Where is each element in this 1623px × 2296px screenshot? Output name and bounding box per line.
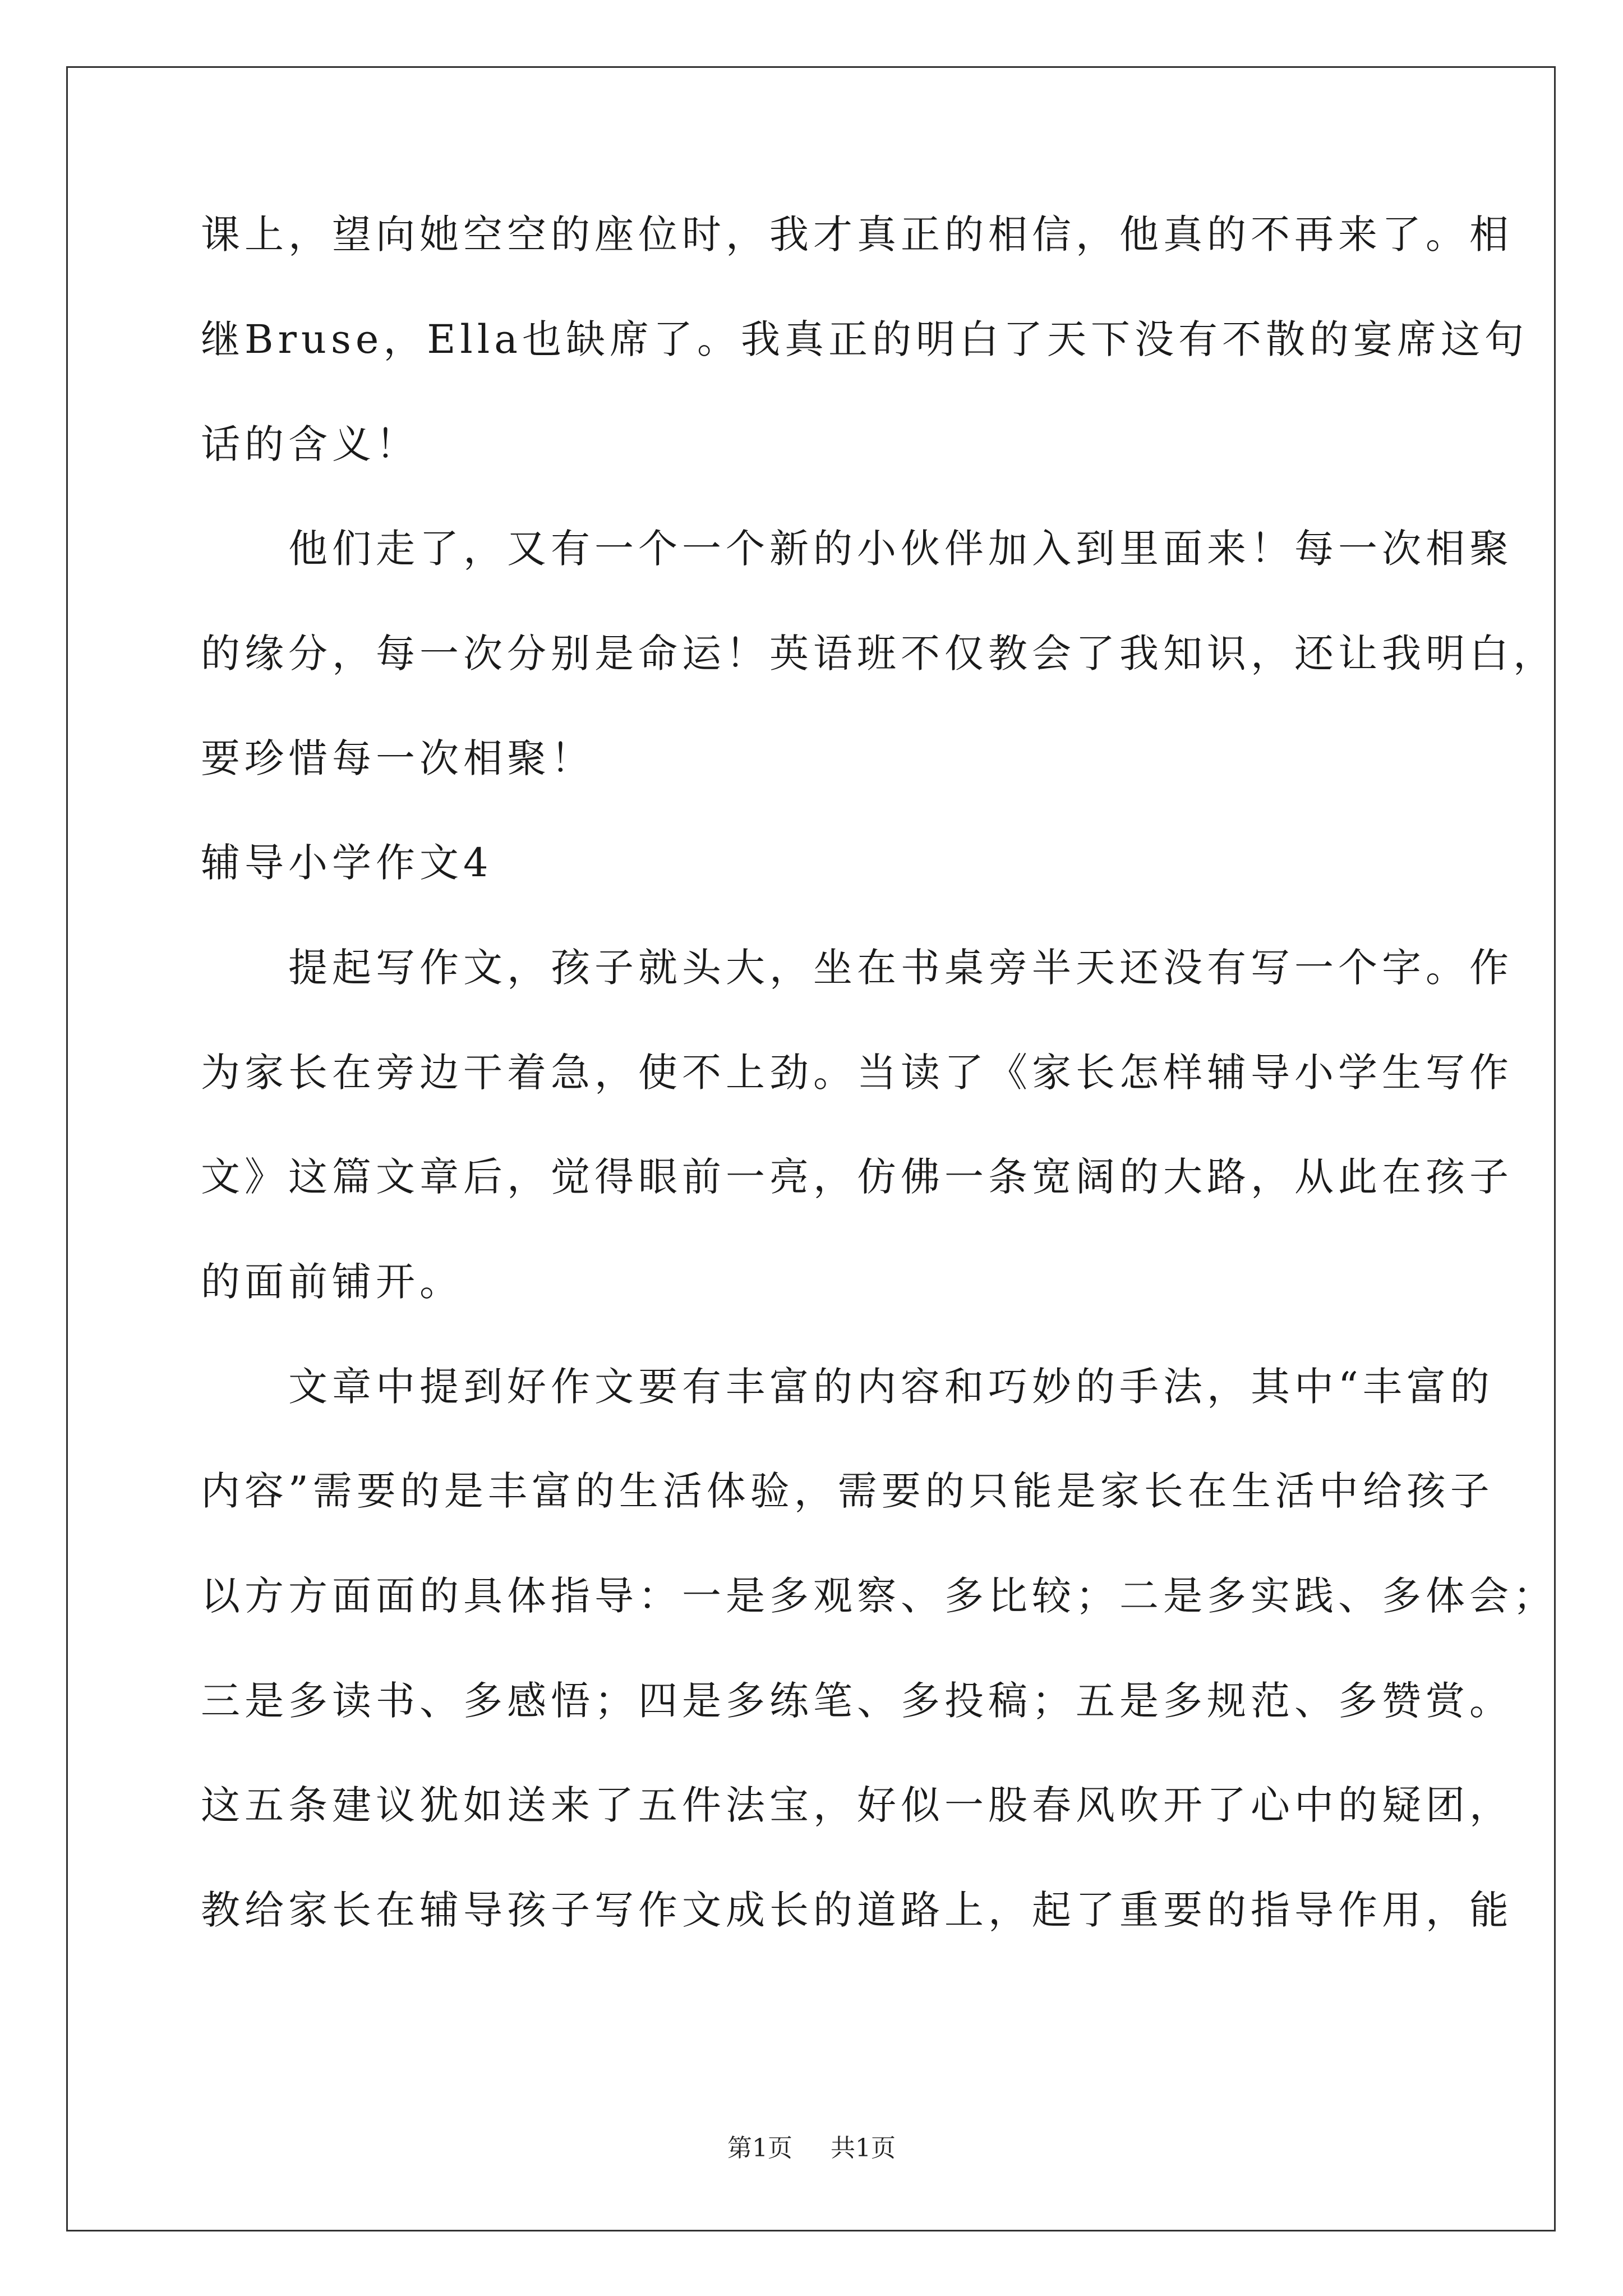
text-line: 教给家长在辅导孩子写作文成长的道路上，起了重要的指导作用，能 bbox=[201, 1887, 1513, 1933]
text-line: 要珍惜每一次相聚！ bbox=[201, 735, 594, 781]
text-line: 为家长在旁边干着急，使不上劲。当读了《家长怎样辅导小学生写作 bbox=[201, 1050, 1513, 1096]
text-line: 的缘分，每一次分别是命运！英语班不仅教会了我知识，还让我明白， bbox=[201, 631, 1557, 677]
text-line: 以方方面面的具体指导：一是多观察、多比较；二是多实践、多体会； bbox=[201, 1573, 1557, 1619]
text-line: 他们走了，又有一个一个新的小伙伴加入到里面来！每一次相聚 bbox=[201, 526, 1513, 572]
text-line: 文章中提到好作文要有丰富的内容和巧妙的手法，其中“丰富的 bbox=[201, 1364, 1494, 1410]
section-heading: 辅导小学作文4 bbox=[201, 840, 493, 886]
page-footer bbox=[0, 2132, 1623, 2165]
text-line: 内容”需要的是丰富的生活体验，需要的只能是家长在生活中给孩子 bbox=[201, 1468, 1494, 1514]
page-number: 第1页 bbox=[727, 2134, 792, 2162]
page-total: 共1页 bbox=[831, 2134, 896, 2162]
text-line: 继Bruse，Ella也缺席了。我真正的明白了天下没有不散的宴席这句 bbox=[201, 316, 1528, 362]
text-line: 提起写作文，孩子就头大，坐在书桌旁半天还没有写一个字。作 bbox=[201, 945, 1513, 991]
text-line: 的面前铺开。 bbox=[201, 1259, 463, 1305]
text-line: 课上，望向她空空的座位时，我才真正的相信，他真的不再来了。相 bbox=[201, 211, 1513, 257]
text-line: 三是多读书、多感悟；四是多练笔、多投稿；五是多规范、多赞赏。 bbox=[201, 1678, 1513, 1724]
text-line: 话的含义！ bbox=[201, 421, 419, 467]
text-line: 这五条建议犹如送来了五件法宝，好似一股春风吹开了心中的疑团， bbox=[201, 1782, 1513, 1828]
text-line: 文》这篇文章后，觉得眼前一亮，仿佛一条宽阔的大路，从此在孩子 bbox=[201, 1154, 1513, 1200]
